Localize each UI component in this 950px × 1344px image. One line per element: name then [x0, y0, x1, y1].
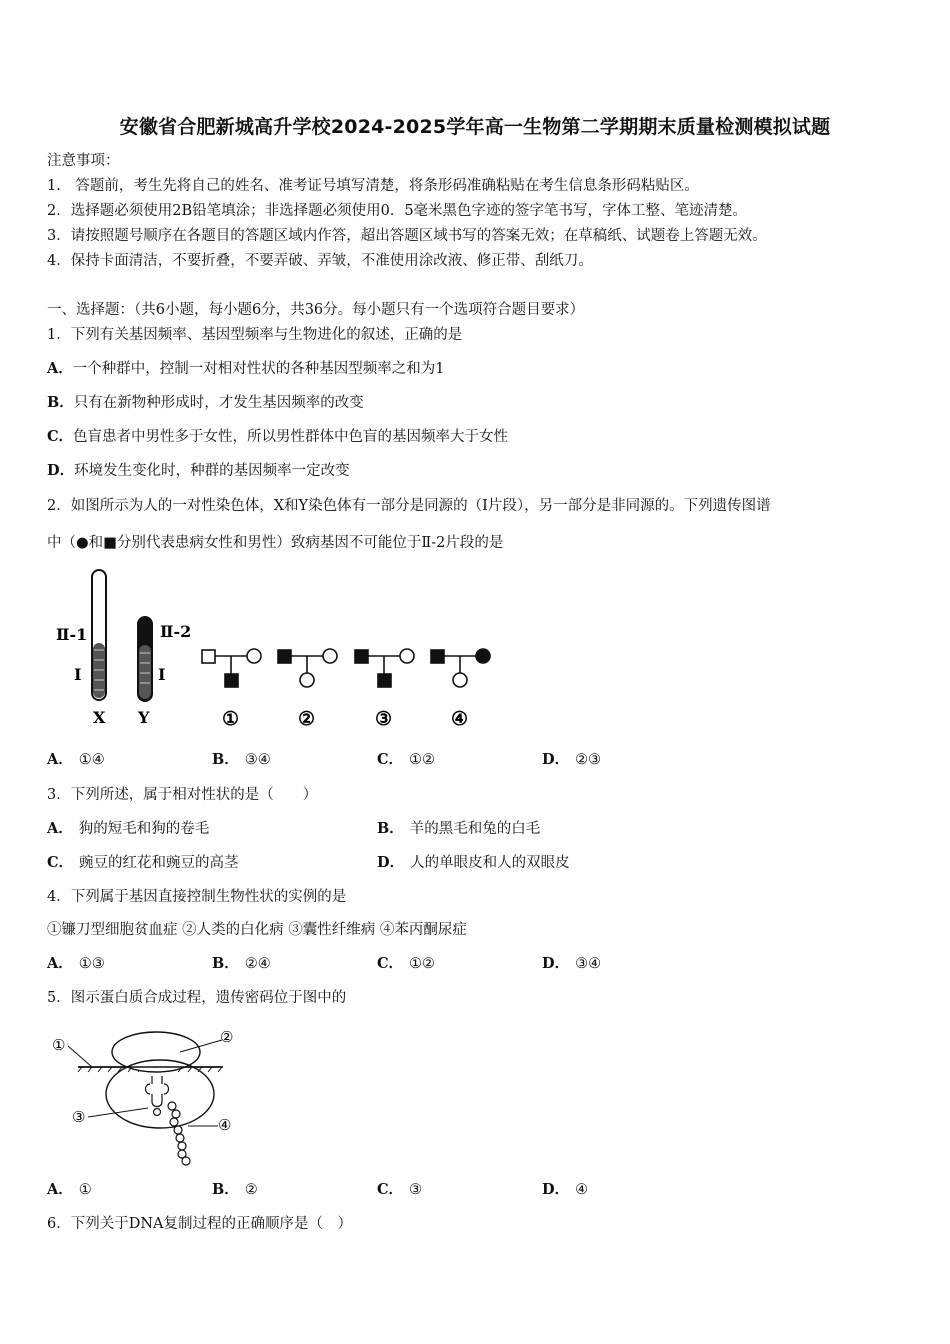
page-title: 安徽省合肥新城高升学校2024-2025学年高一生物第二学期期末质量检测模拟试题	[119, 116, 831, 138]
question-2-stem-line1: 2．如图所示为人的一对性染色体，X和Y染色体有一部分是同源的（Ⅰ片段），另一部分是非同源的。下列遗传图谱	[47, 498, 771, 514]
q5-option-d: D． ④	[542, 1181, 589, 1198]
label-i-left: I	[74, 665, 82, 684]
question-5-stem: 5．图示蛋白质合成过程，遗传密码位于图中的	[47, 990, 347, 1006]
q3-option-d: D． 人的单眼皮和人的双眼皮	[377, 854, 570, 871]
question-6-stem: 6．下列关于DNA复制过程的正确顺序是（ ）	[47, 1216, 353, 1232]
question-2-stem-line2: 中（●和■分别代表患病女性和男性）致病基因不可能位于Ⅱ-2片段的是	[47, 535, 504, 551]
label-y: Y	[138, 708, 150, 727]
q4-option-b: B． ②④	[212, 955, 271, 972]
label-4: ④	[218, 1116, 232, 1134]
q5-option-a: A． ①	[47, 1181, 92, 1198]
question-3-stem: 3．下列所述，属于相对性状的是（ ）	[47, 787, 318, 803]
question-1-stem: 1．下列有关基因频率、基因型频率与生物进化的叙述，正确的是	[47, 327, 463, 343]
q2-option-c: C． ①②	[377, 751, 436, 768]
pedigree-3	[355, 649, 414, 687]
notice-heading: 注意事项：	[47, 153, 120, 169]
pedigree-4-label: ④	[451, 708, 469, 730]
q4-option-c: C． ①②	[377, 955, 436, 972]
notice-item-1: 1. 答题前，考生先将自己的姓名、准考证号填写清楚，将条形码准确粘贴在考生信息条形码粘贴区。	[47, 178, 699, 194]
label-1: ①	[52, 1036, 66, 1054]
q3-option-c: C． 豌豆的红花和豌豆的高茎	[47, 854, 239, 871]
q2-option-b: B． ③④	[212, 751, 271, 768]
sex-chromosome-pedigree-figure	[50, 565, 510, 735]
label-x: X	[93, 708, 106, 727]
notice-item-4: 4．保持卡面清洁，不要折叠，不要弄破、弄皱，不准使用涂改液、修正带、刮纸刀。	[47, 253, 593, 269]
q4-option-d: D． ③④	[542, 955, 602, 972]
q2-option-d: D． ②③	[542, 751, 602, 768]
q4-option-a: A． ①③	[47, 955, 105, 972]
q2-option-a: A． ①④	[47, 751, 105, 768]
q3-option-b: B． 羊的黑毛和兔的白毛	[377, 820, 541, 837]
protein-synthesis-figure	[48, 1022, 248, 1172]
notice-item-2: 2．选择题必须使用2B铅笔填涂；非选择题必须使用0．5毫米黑色字迹的签字笔书写，字体工整、笔迹清楚。	[47, 203, 748, 219]
label-3: ③	[72, 1108, 86, 1126]
label-ii1: Ⅱ-1	[56, 625, 88, 644]
q1-option-b: B．只有在新物种形成时，才发生基因频率的改变	[47, 394, 364, 411]
pedigree-2-label: ②	[298, 708, 316, 730]
label-2: ②	[220, 1028, 234, 1046]
notice-item-3: 3．请按照题号顺序在各题目的答题区域内作答，超出答题区域书写的答案无效；在草稿纸、试题卷上答题无效。	[47, 228, 767, 244]
question-4-items: ①镰刀型细胞贫血症 ②人类的白化病 ③囊性纤维病 ④苯丙酮尿症	[47, 922, 467, 938]
q1-option-d: D．环境发生变化时，种群的基因频率一定改变	[47, 462, 350, 479]
section-heading: 一、选择题：（共6小题，每小题6分，共36分。每小题只有一个选项符合题目要求）	[47, 302, 585, 318]
q5-option-c: C． ③	[377, 1181, 423, 1198]
label-ii2: Ⅱ-2	[160, 622, 192, 641]
q5-option-b: B． ②	[212, 1181, 258, 1198]
q3-option-a: A． 狗的短毛和狗的卷毛	[47, 820, 210, 837]
question-4-stem: 4．下列属于基因直接控制生物性状的实例的是	[47, 889, 347, 905]
q1-option-a: A．一个种群中，控制一对相对性状的各种基因型频率之和为1	[47, 360, 445, 377]
polypeptide-chain	[168, 1102, 190, 1165]
pedigree-4	[431, 649, 490, 687]
pedigree-1	[202, 649, 261, 687]
label-i-right: I	[158, 665, 166, 684]
pedigree-3-label: ③	[375, 708, 393, 730]
pedigree-1-label: ①	[222, 708, 240, 730]
q1-option-c: C．色盲患者中男性多于女性，所以男性群体中色盲的基因频率大于女性	[47, 428, 509, 445]
ribosome-small-subunit	[112, 1032, 200, 1072]
trna	[146, 1076, 169, 1116]
pedigree-2	[278, 649, 337, 687]
